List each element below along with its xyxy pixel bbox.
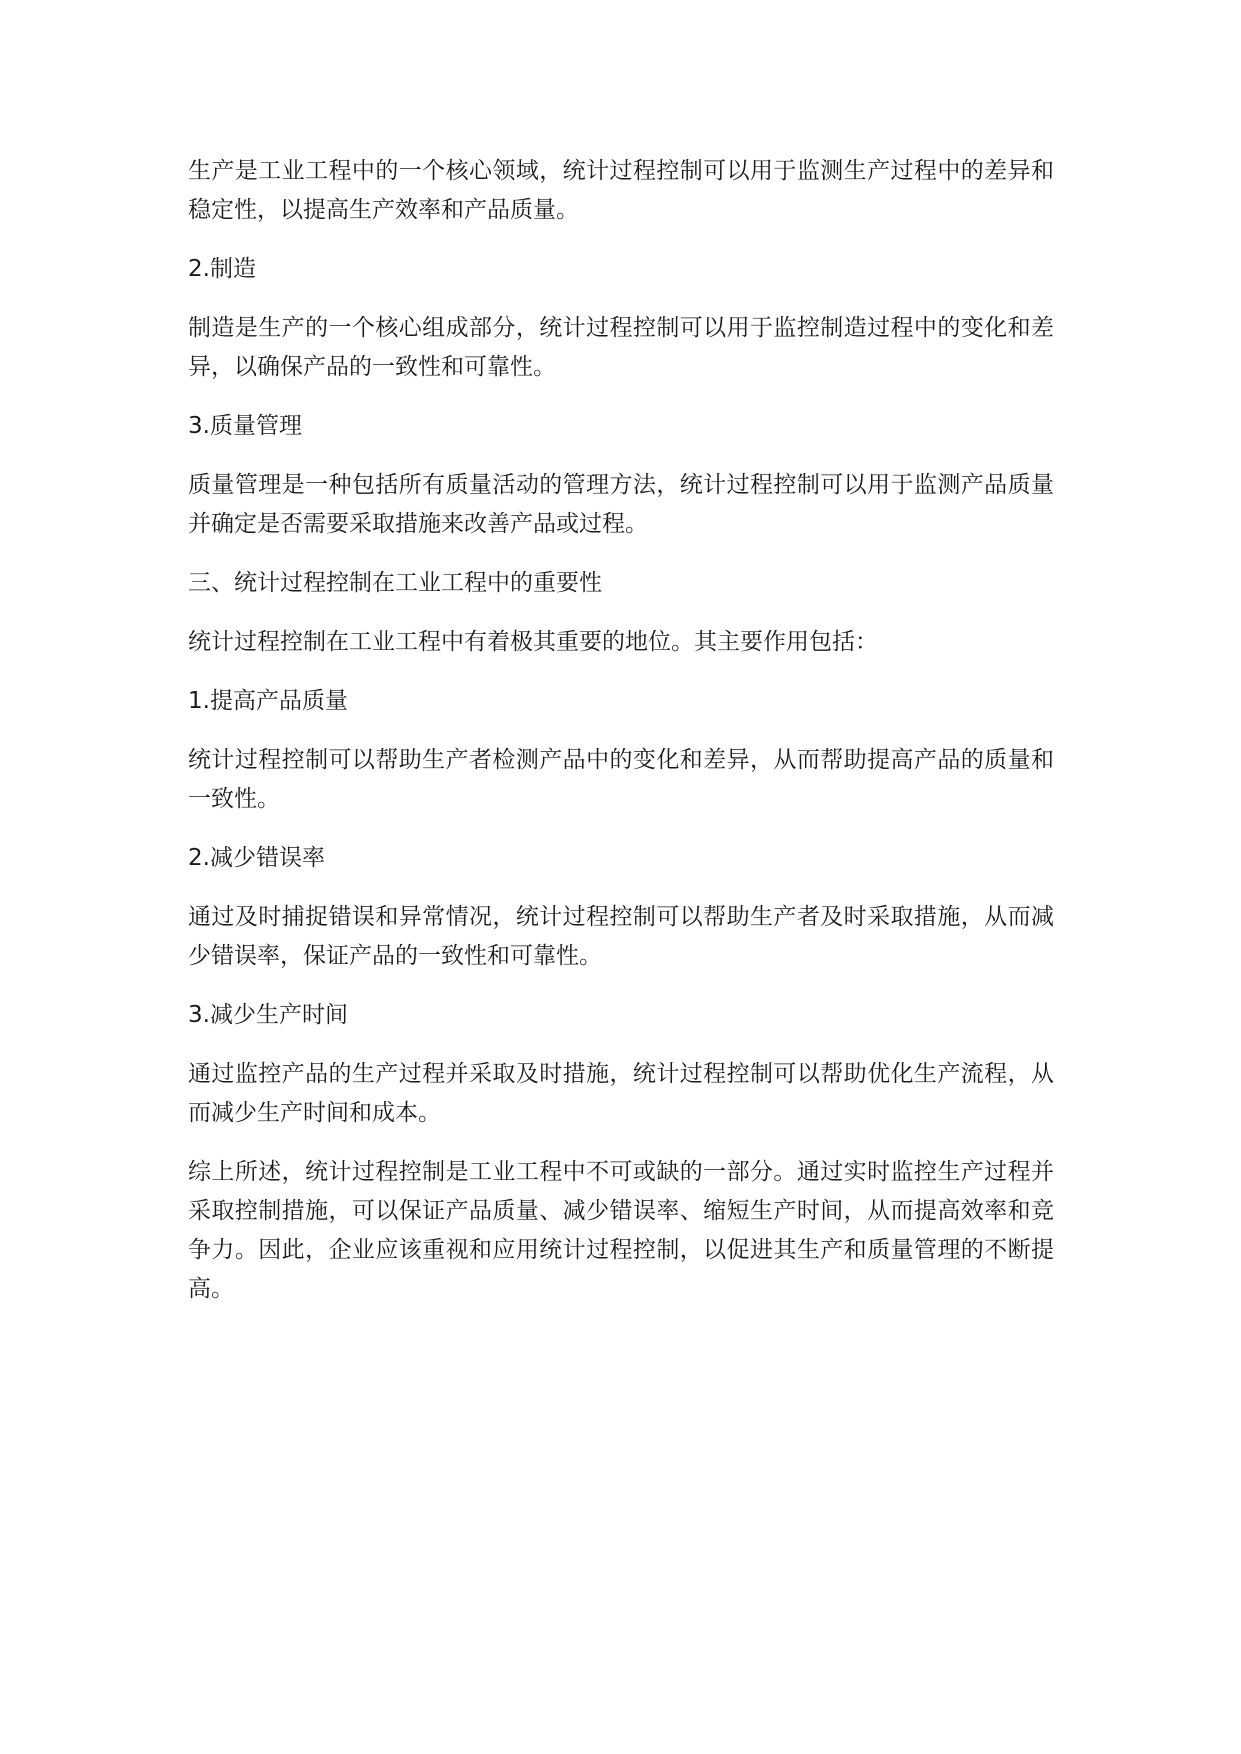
paragraph-importance-intro: 统计过程控制在工业工程中有着极其重要的地位。其主要作用包括： (188, 629, 878, 655)
section-heading-importance: 三、统计过程控制在工业工程中的重要性 (188, 570, 602, 596)
paragraph-reduce-errors: 通过及时捕捉错误和异常情况，统计过程控制可以帮助生产者及时采取措施，从而减少错误率，保证产品的一致性和可靠性。 (188, 904, 1054, 969)
document-body (188, 152, 1054, 1329)
heading-improve-quality: 1.提高产品质量 (188, 688, 348, 714)
paragraph-production: 生产是工业工程中的一个核心领域，统计过程控制可以用于监测生产过程中的差异和稳定性，以提高生产效率和产品质量。 (188, 158, 1054, 223)
heading-reduce-errors: 2.减少错误率 (188, 845, 325, 871)
paragraph-improve-quality: 统计过程控制可以帮助生产者检测产品中的变化和差异，从而帮助提高产品的质量和一致性。 (188, 747, 1054, 812)
paragraph-conclusion: 综上所述，统计过程控制是工业工程中不可或缺的一部分。通过实时监控生产过程并采取控制措施，可以保证产品质量、减少错误率、缩短生产时间，从而提高效率和竞争力。因此，企业应该重视和应用统计过程控制，以促进其生产和质量管理的不断提高。 (188, 1159, 1054, 1302)
paragraph-reduce-time: 通过监控产品的生产过程并采取及时措施，统计过程控制可以帮助优化生产流程，从而减少生产时间和成本。 (188, 1061, 1054, 1126)
heading-reduce-time: 3.减少生产时间 (188, 1002, 348, 1028)
paragraph-manufacturing: 制造是生产的一个核心组成部分，统计过程控制可以用于监控制造过程中的变化和差异，以确保产品的一致性和可靠性。 (188, 315, 1054, 380)
paragraph-quality-management: 质量管理是一种包括所有质量活动的管理方法，统计过程控制可以用于监测产品质量并确定是否需要采取措施来改善产品或过程。 (188, 472, 1054, 537)
heading-manufacturing: 2.制造 (188, 256, 256, 282)
heading-quality-management: 3.质量管理 (188, 413, 302, 439)
